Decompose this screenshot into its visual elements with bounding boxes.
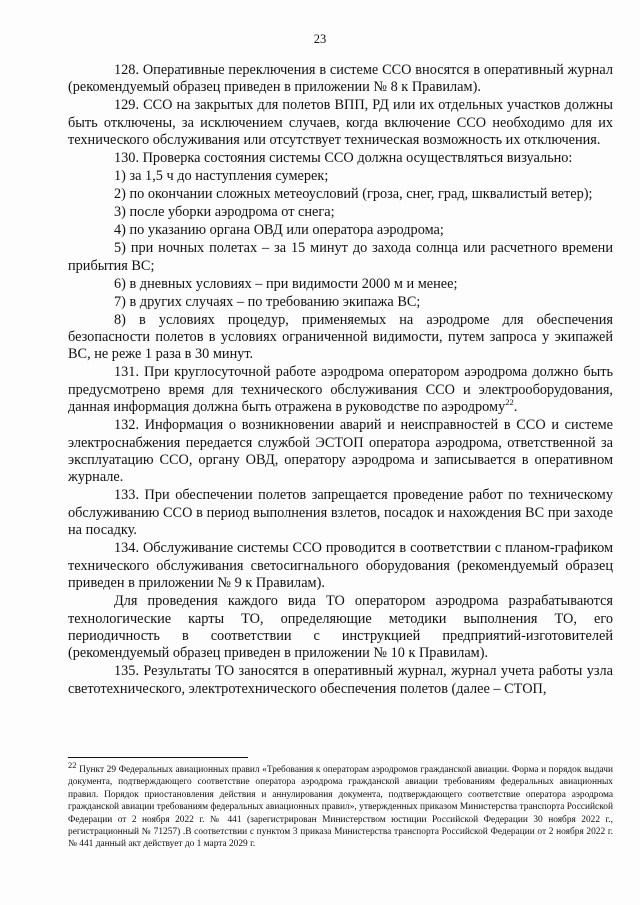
footnote-divider (68, 757, 248, 758)
footnote (68, 759, 613, 851)
list-item-6: 6) в дневных условиях – при видимости 2000 м и менее; (114, 275, 458, 292)
paragraph-134: 134. Обслуживание системы ССО проводится в соответствии с планом-графиком технического обслуживания светосигнального оборудования (рекомендуемый образец приведен в приложении № 9 к Правилам). (68, 540, 613, 592)
footnote-22 (68, 759, 613, 851)
list-item-7: 7) в других случаях – по требованию экипажа ВС; (114, 293, 421, 310)
paragraph-131 (68, 364, 613, 416)
paragraph-130: 130. Проверка состояния системы ССО должна осуществляться визуально: (114, 150, 573, 167)
paragraph-131-tail: . (513, 399, 518, 416)
list-item-2: 2) по окончании сложных метеоусловий (гроза, снег, град, шквалистый ветер); (114, 186, 593, 203)
list-item-5: 5) при ночных полетах – за 15 минут до захода солнца или расчетного времени прибытия ВС; (68, 240, 613, 274)
paragraph-131-text: 131. При круглосуточной работе аэродрома оператором аэродрома должно быть предусмотрено время для технического обслуживания ССО и электрооборудования, данная информация должна быть отражена в руководстве по аэродрому (68, 364, 613, 416)
footnote-marker: 22 (68, 759, 77, 770)
paragraph-133: 133. При обеспечении полетов запрещается проведение работ по техническому обслуживанию ССО в период выполнения взлетов, посадок и нахождения ВС при заходе на посадку. (68, 487, 613, 539)
list-item-4: 4) по указанию органа ОВД или оператора аэродрома; (114, 222, 444, 239)
paragraph-129: 129. ССО на закрытых для полетов ВПП, РД или их отдельных участков должны быть отключены, за исключением случаев, когда включение ССО необходимо для их технического обслуживания или отсутствует техническая возможность их отключения. (68, 97, 613, 149)
paragraph-135: 135. Результаты ТО заносятся в оперативный журнал, журнал учета работы узла светотехнического, электротехнического обеспечения полетов (далее – СТОП, (68, 663, 613, 697)
list-item-3: 3) после уборки аэродрома от снега; (114, 204, 335, 221)
list-item-8: 8) в условиях процедур, применяемых на аэродроме для обеспечения безопасности полетов в условиях ограниченной видимости, путем запроса у экипажей ВС, не реже 1 раза в 30 минут. (68, 311, 613, 363)
page-number: 23 (313, 32, 327, 46)
footnote-reference[interactable]: 22 (505, 397, 514, 408)
paragraph-132: 132. Информация о возникновении аварий и неисправностей в ССО и системе электроснабжения передается службой ЭСТОП оператора аэродрома, ответственной за эксплуатацию ССО, органу ОВД, оператору аэродрома и записывается в оперативном журнале. (68, 417, 613, 486)
list-item-1: 1) за 1,5 ч до наступления сумерек; (114, 168, 329, 185)
paragraph-128: 128. Оперативные переключения в системе ССО вносятся в оперативный журнал (рекомендуемый образец приведен в приложении № 8 к Правилам). (68, 62, 613, 96)
document-body (68, 62, 613, 699)
footnote-text: Пункт 29 Федеральных авиационных правил «Требования к операторам аэродромов гражданской авиации. Форма и порядок выдачи документа, подтверждающего соответствие оператора аэродрома гражданской авиации требованиям федеральных авиационных правил. Порядок приостановления действия и аннулирования документа, подтверждающего соответствие оператора аэродрома гражданской авиации требованиям федеральных авиационных правил», утвержденных приказом Министерства транспорта Российской Федерации от 2 ноября 2022 г. № 441 (зарегистрирован Министерством юстиции Российской Федерации 30 ноября 2022 г., регистрационный № 71257) .В соответствии с пунктом 3 приказа Министерства транспорта Российской Федерации от 2 ноября 2022 г. № 441 данный акт действует до 1 марта 2029 г. (68, 765, 613, 850)
paragraph-134-continuation: Для проведения каждого вида ТО оператором аэродрома разрабатываются технологические карты ТО, определяющие методики выполнения ТО, его периодичность в соответствии с инструкцией предприятий-изготовителей (рекомендуемый образец приведен в приложении № 10 к Правилам). (68, 593, 613, 662)
